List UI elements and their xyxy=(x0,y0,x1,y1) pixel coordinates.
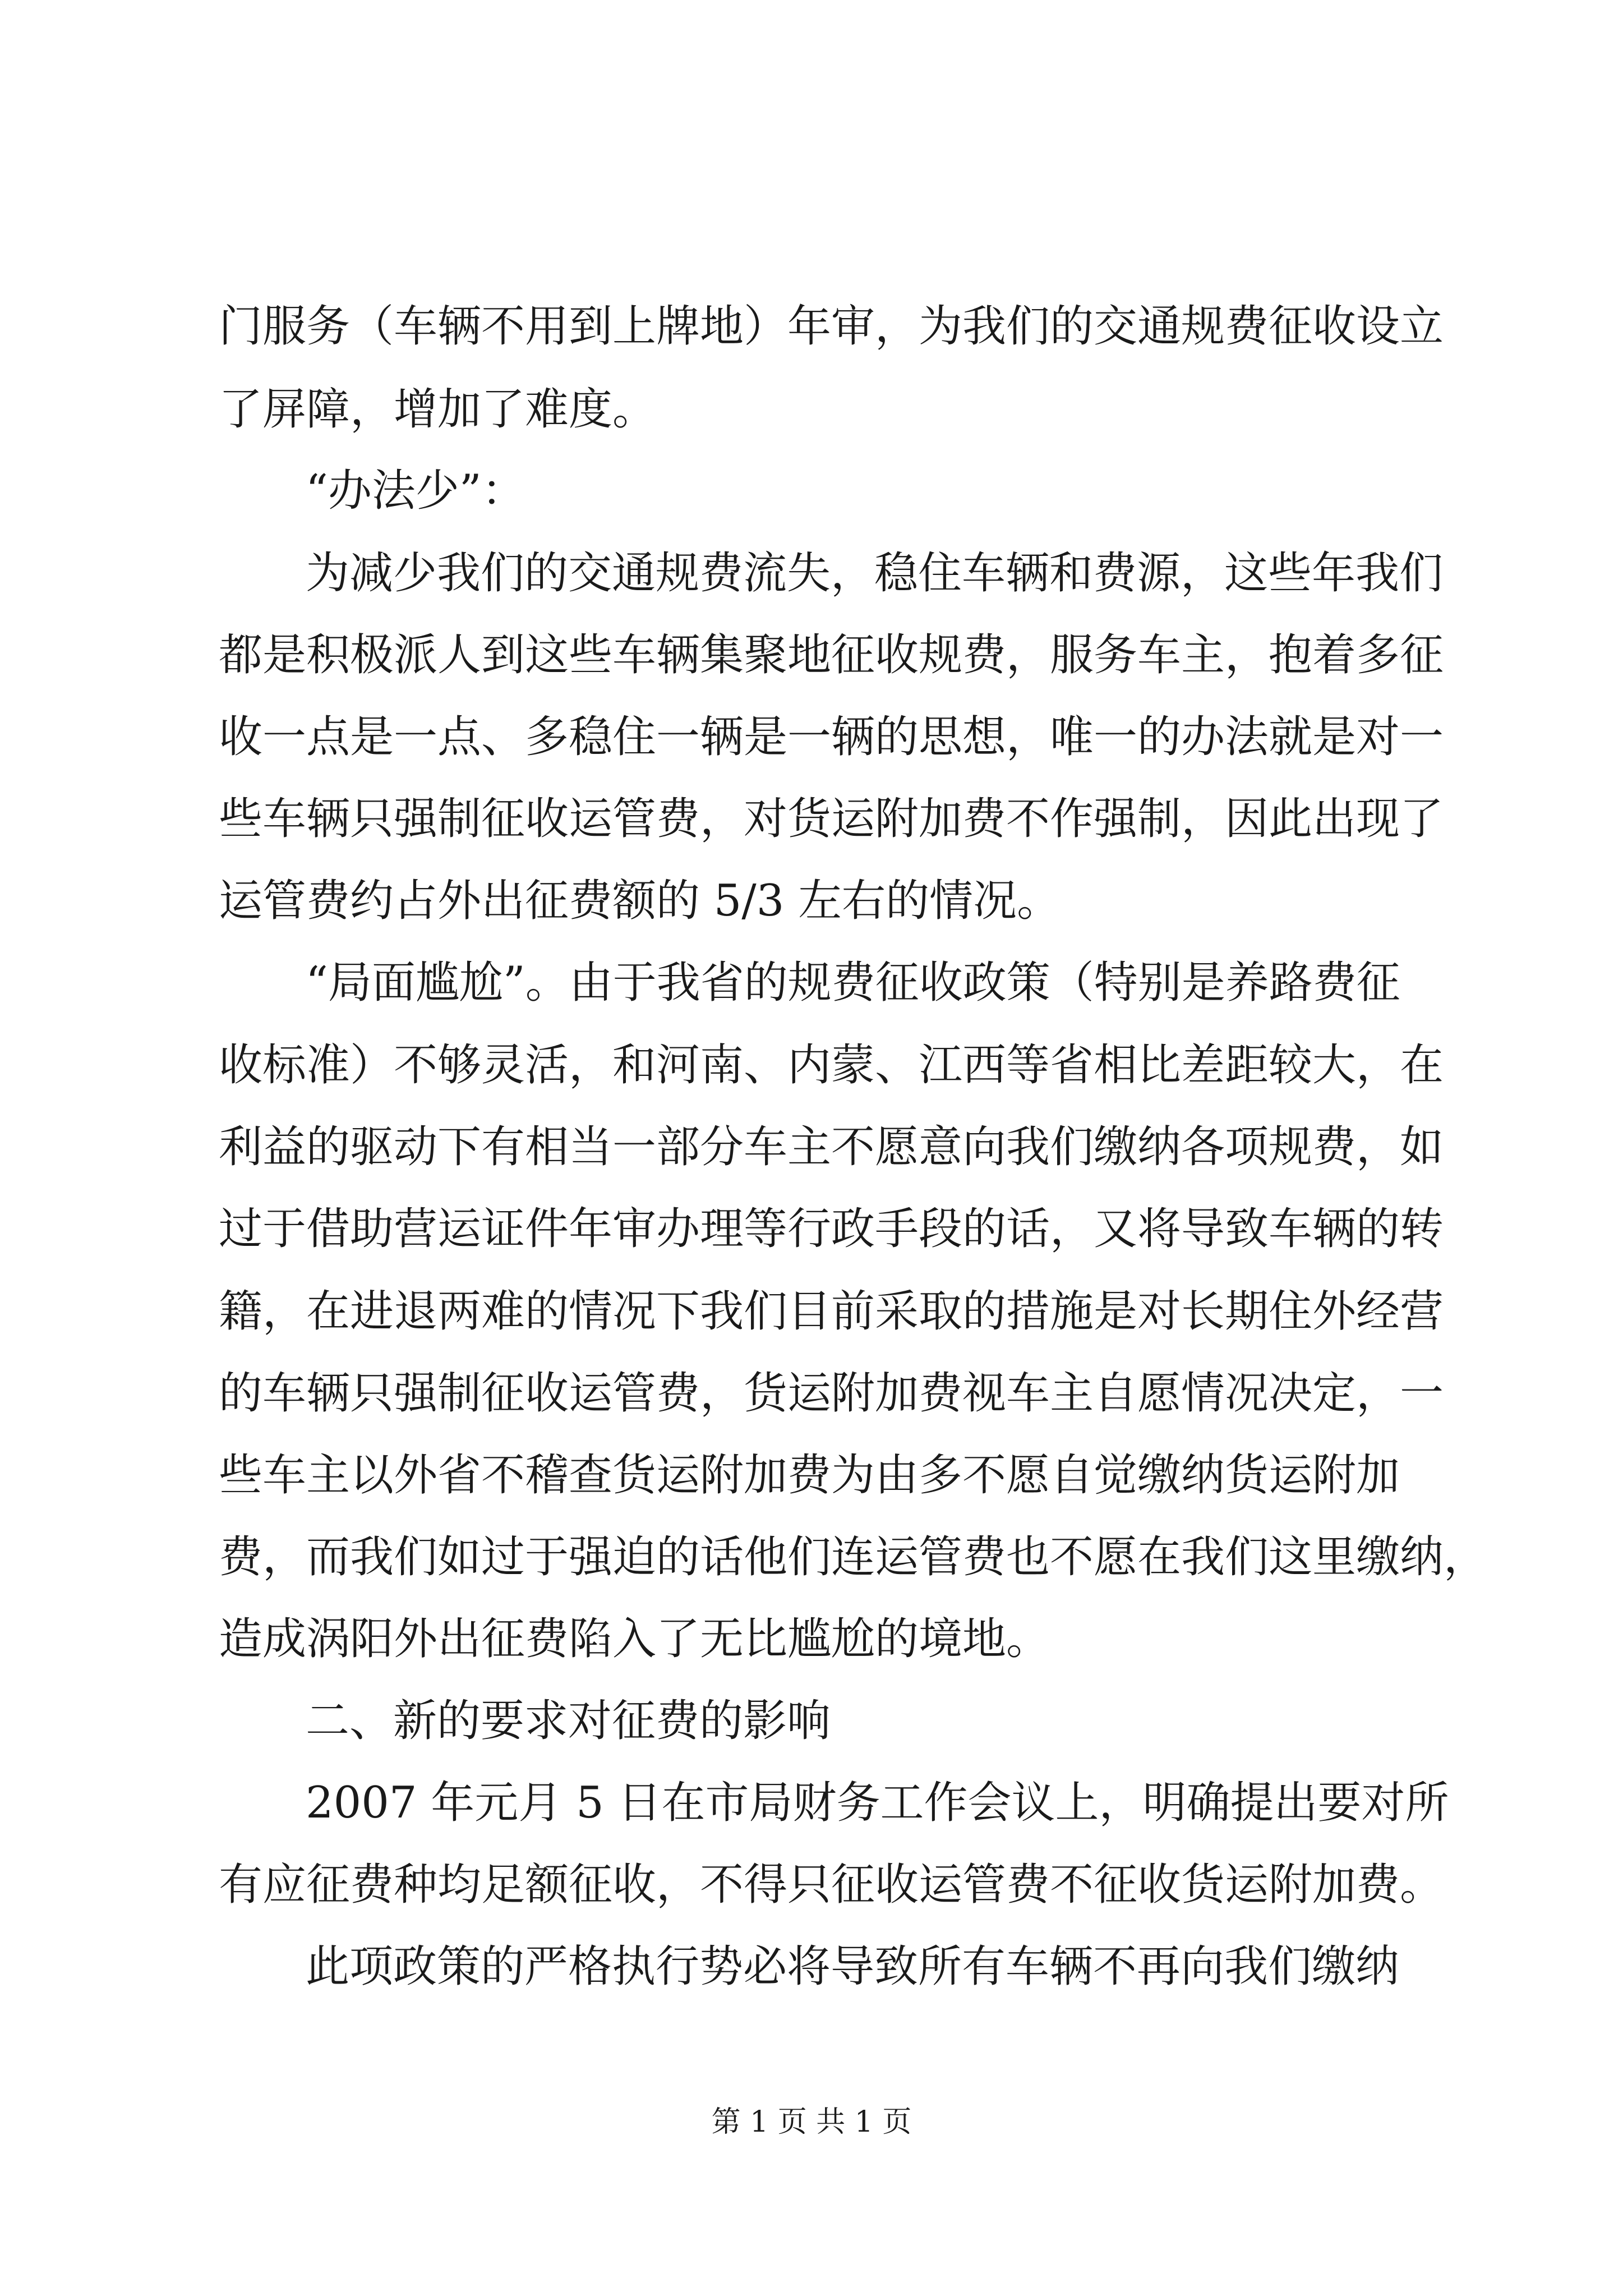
paragraph-start: “局面尴尬”。由于我省的规费征收政策（特别是养路费征 xyxy=(306,958,1400,1008)
body-text-line: 些车主以外省不稽查货运附加费为由多不愿自觉缴纳货运附加 xyxy=(219,1450,1400,1501)
body-text-line: 收一点是一点、多稳住一辆是一辆的思想，唯一的办法就是对一 xyxy=(219,712,1444,762)
paragraph-start: 为减少我们的交通规费流失，稳住车辆和费源，这些年我们 xyxy=(306,548,1444,599)
paragraph-start: 此项政策的严格执行势必将导致所有车辆不再向我们缴纳 xyxy=(306,1941,1400,1992)
body-text-line: 门服务（车辆不用到上牌地）年审，为我们的交通规费征收设立 xyxy=(219,301,1444,352)
body-text-line: 籍，在进退两难的情况下我们目前采取的措施是对长期住外经营 xyxy=(219,1286,1444,1337)
body-text-line: 都是积极派人到这些车辆集聚地征收规费，服务车主，抱着多征 xyxy=(219,630,1444,680)
section-heading: 二、新的要求对征费的影响 xyxy=(306,1696,831,1746)
body-text-line: 费，而我们如过于强迫的话他们连运管费也不愿在我们这里缴纳， xyxy=(219,1532,1488,1582)
body-text-line: 运管费约占外出征费额的 5/3 左右的情况。 xyxy=(219,876,1061,926)
paragraph-start: 2007 年元月 5 日在市局财务工作会议上，明确提出要对所 xyxy=(306,1778,1449,1828)
page-footer: 第 1 页 共 1 页 xyxy=(711,2105,912,2139)
body-text-line: 收标准）不够灵活，和河南、内蒙、江西等省相比差距较大，在 xyxy=(219,1040,1444,1091)
body-text-line: 造成涡阳外出征费陷入了无比尴尬的境地。 xyxy=(219,1614,1050,1664)
body-text-line: 些车辆只强制征收运管费，对货运附加费不作强制，因此出现了 xyxy=(219,794,1444,844)
body-text-line: 利益的驱动下有相当一部分车主不愿意向我们缴纳各项规费，如 xyxy=(219,1122,1444,1172)
body-text-line: 了屏障，增加了难度。 xyxy=(219,384,657,435)
body-text-line: 有应征费种均足额征收，不得只征收运管费不征收货运附加费。 xyxy=(219,1860,1444,1910)
section-heading: “办法少”： xyxy=(306,466,525,516)
body-text-line: 过于借助营运证件年审办理等行政手段的话，又将导致车辆的转 xyxy=(219,1204,1444,1254)
body-text-line: 的车辆只强制征收运管费，货运附加费视车主自愿情况决定，一 xyxy=(219,1368,1444,1419)
